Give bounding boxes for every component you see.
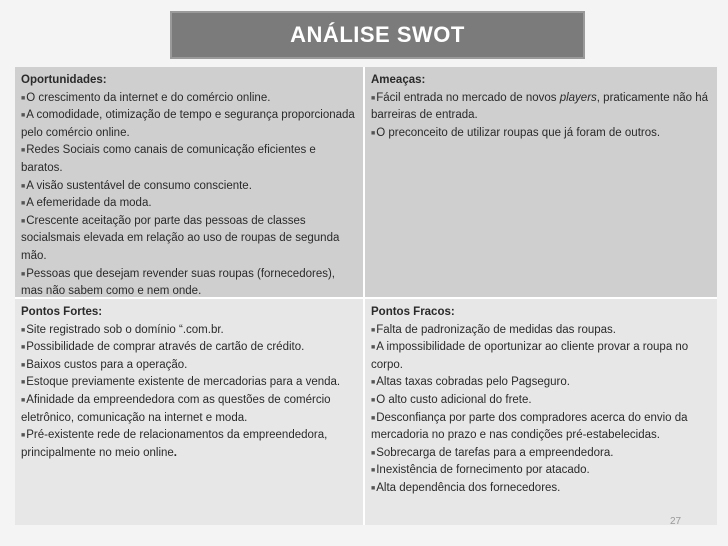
item-text: Redes Sociais como canais de comunicação eficientes e baratos. xyxy=(21,144,316,174)
bullet-icon: ■ xyxy=(21,200,26,208)
list-item xyxy=(371,462,711,480)
list-item xyxy=(371,90,711,125)
list-item xyxy=(371,322,711,340)
item-text: Afinidade da empreendedora com as questões de comércio eletrônico, comunicação na internet e moda. xyxy=(21,393,331,424)
bullet-icon: ■ xyxy=(21,112,26,120)
item-text: Alta dependência dos fornecedores. xyxy=(376,481,561,494)
bullet-icon: ■ xyxy=(371,129,376,137)
list-item xyxy=(371,410,711,445)
list-item xyxy=(371,339,711,374)
threats-heading: Ameaças: xyxy=(371,74,426,86)
list-item xyxy=(21,322,357,340)
threat-text-start: Fácil entrada no mercado de novos xyxy=(376,91,560,104)
item-text: Site registrado sob o domínio “.com.br. xyxy=(26,323,224,336)
threat-text: O preconceito de utilizar roupas que já foram de outros. xyxy=(376,126,661,139)
list-item xyxy=(21,178,357,196)
bullet-icon: ■ xyxy=(371,94,376,102)
list-item xyxy=(21,339,357,357)
list-item xyxy=(371,125,711,143)
strengths-list xyxy=(21,322,357,428)
item-text: Altas taxas cobradas pelo Pagseguro. xyxy=(376,376,570,389)
swot-table xyxy=(15,67,717,525)
threats-cell xyxy=(365,67,717,299)
threat-text-end: , praticamente não há barreiras de entrada. xyxy=(371,91,709,122)
bullet-icon: ■ xyxy=(371,467,376,475)
item-text: A visão sustentável de consumo consciente. xyxy=(26,179,252,192)
list-item xyxy=(21,357,357,375)
strength-text: Pré-existente rede de relacionamentos da empreendedora, principalmente no meio online xyxy=(21,429,328,459)
page-number: 27 xyxy=(670,516,682,527)
strengths-list-last xyxy=(21,427,357,462)
bullet-icon: ■ xyxy=(371,449,376,457)
opportunities-heading: Oportunidades: xyxy=(21,74,107,86)
title-banner xyxy=(170,11,585,59)
bullet-icon: ■ xyxy=(21,217,26,225)
list-item xyxy=(21,142,357,177)
bullet-icon: ■ xyxy=(21,379,26,387)
list-item xyxy=(371,392,711,410)
bullet-icon: ■ xyxy=(371,326,376,334)
list-item xyxy=(21,213,357,266)
strengths-heading: Pontos Fortes: xyxy=(21,306,103,318)
item-text: Sobrecarga de tarefas para a empreendedora. xyxy=(376,446,614,459)
bullet-icon: ■ xyxy=(21,396,26,404)
list-item xyxy=(21,266,357,299)
bullet-icon: ■ xyxy=(21,94,26,102)
bullet-icon: ■ xyxy=(21,147,26,155)
bullet-icon: ■ xyxy=(371,414,376,422)
bullet-icon: ■ xyxy=(21,344,26,352)
list-item xyxy=(371,445,711,463)
bullet-icon: ■ xyxy=(21,270,26,278)
bullet-icon: ■ xyxy=(371,379,376,387)
threats-list xyxy=(371,90,711,143)
list-item xyxy=(21,427,357,462)
item-text: A efemeridade da moda. xyxy=(26,197,152,210)
strengths-cell xyxy=(15,299,365,525)
item-text: Falta de padronização de medidas das roupas. xyxy=(376,323,616,336)
list-item xyxy=(21,374,357,392)
item-text: Desconfiança por parte dos compradores acerca do envio da mercadoria no prazo e nas condições pré-estabelecidas. xyxy=(371,411,688,442)
item-text: O alto custo adicional do frete. xyxy=(376,393,532,406)
bullet-icon: ■ xyxy=(371,484,376,492)
item-text: A comodidade, otimização de tempo e segurança proporcionada pelo comércio online. xyxy=(21,109,355,139)
bullet-icon: ■ xyxy=(21,326,26,334)
opportunities-list xyxy=(21,90,357,299)
weaknesses-list xyxy=(371,322,711,498)
list-item xyxy=(21,195,357,213)
opportunities-cell xyxy=(15,67,365,299)
bullet-icon: ■ xyxy=(371,396,376,404)
slide-title: ANÁLISE SWOT xyxy=(290,22,465,47)
item-text: Baixos custos para a operação. xyxy=(26,358,188,371)
list-item xyxy=(371,480,711,498)
list-item xyxy=(21,392,357,427)
bullet-icon: ■ xyxy=(21,182,26,190)
strength-text-end: . xyxy=(173,446,177,459)
item-text: Pessoas que desejam revender suas roupas (fornecedores), mas não sabem como e nem onde. xyxy=(21,267,335,298)
bullet-icon: ■ xyxy=(21,432,26,440)
bullet-icon: ■ xyxy=(371,344,376,352)
list-item xyxy=(21,107,357,142)
bullet-icon: ■ xyxy=(21,361,26,369)
item-text: Crescente aceitação por parte das pessoas de classes socialsmais elevada em relação ao uso de roupas de segunda mão. xyxy=(21,214,340,262)
item-text: Possibilidade de comprar através de cartão de crédito. xyxy=(26,341,305,354)
list-item xyxy=(21,90,357,108)
weaknesses-heading: Pontos Fracos: xyxy=(371,306,455,318)
item-text: O crescimento da internet e do comércio online. xyxy=(26,91,271,104)
list-item xyxy=(371,374,711,392)
item-text: Inexistência de fornecimento por atacado. xyxy=(376,464,590,477)
item-text: Estoque previamente existente de mercadorias para a venda. xyxy=(26,376,341,389)
item-text: A impossibilidade de oportunizar ao cliente provar a roupa no corpo. xyxy=(371,341,689,371)
weaknesses-cell xyxy=(365,299,717,525)
threat-text-italic: players xyxy=(559,91,597,104)
